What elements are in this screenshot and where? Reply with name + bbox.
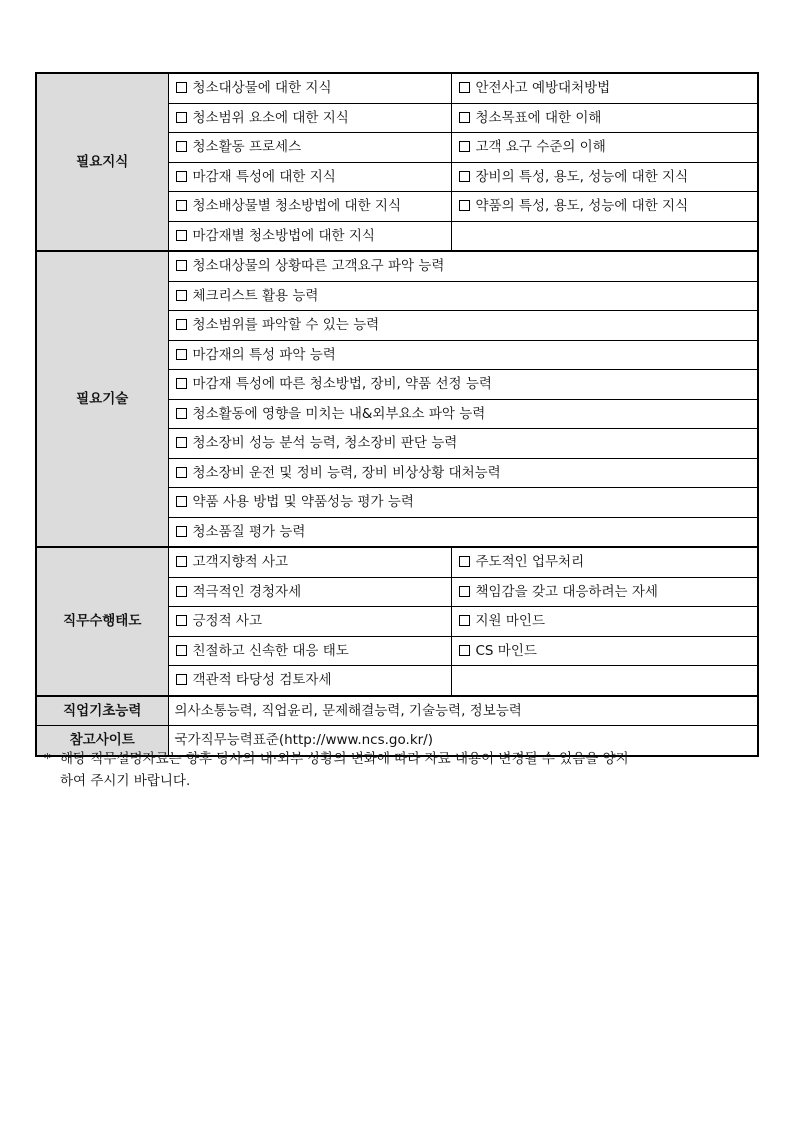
checkbox-icon xyxy=(459,615,470,626)
skills-header: 필요기술 xyxy=(36,251,168,547)
checkbox-icon xyxy=(176,200,187,211)
checkbox-icon xyxy=(176,437,187,448)
footnote-line-1: 해당 직무설명자료는 향후 당사의 내·외부 상황의 변화에 따라 자료 내용이 변경될 수 있음을 양지 xyxy=(60,751,629,767)
checkbox-icon xyxy=(459,171,470,182)
checkbox-icon xyxy=(176,467,187,478)
basic-ability-header: 직업기초능력 xyxy=(36,696,168,726)
checkbox-item: 마감재 특성에 따른 청소방법, 장비, 약품 선정 능력 xyxy=(168,370,758,400)
footnote-line-2: 하여 주시기 바랍니다. xyxy=(60,773,191,789)
checkbox-icon xyxy=(176,112,187,123)
checkbox-item: 청소배상물별 청소방법에 대한 지식 xyxy=(168,192,451,222)
checkbox-icon xyxy=(459,112,470,123)
checkbox-icon xyxy=(459,141,470,152)
checkbox-item: 약품 사용 방법 및 약품성능 평가 능력 xyxy=(168,488,758,518)
checkbox-item: 고객지향적 사고 xyxy=(168,547,451,577)
checkbox-item: 청소활동 프로세스 xyxy=(168,133,451,163)
checkbox-icon xyxy=(459,200,470,211)
checkbox-item: 청소장비 운전 및 정비 능력, 장비 비상상황 대처능력 xyxy=(168,458,758,488)
attitude-header: 직무수행태도 xyxy=(36,547,168,696)
checkbox-item: 고객 요구 수준의 이해 xyxy=(451,133,758,163)
checkbox-item: 마감재 특성에 대한 지식 xyxy=(168,162,451,192)
footnote-mark: * xyxy=(44,751,51,767)
checkbox-item: 마감재의 특성 파악 능력 xyxy=(168,340,758,370)
empty-cell xyxy=(451,666,758,696)
checkbox-icon xyxy=(176,615,187,626)
checkbox-icon xyxy=(176,586,187,597)
checkbox-icon xyxy=(459,556,470,567)
reference-value: 국가직무능력표준(http://www.ncs.go.kr/) xyxy=(168,726,758,756)
checkbox-item: 청소장비 성능 분석 능력, 청소장비 판단 능력 xyxy=(168,429,758,459)
checkbox-icon xyxy=(176,526,187,537)
checkbox-item: 체크리스트 활용 능력 xyxy=(168,281,758,311)
checkbox-icon xyxy=(459,586,470,597)
knowledge-row xyxy=(36,73,758,103)
reference-header: 참고사이트 xyxy=(36,726,168,756)
attitude-row xyxy=(36,547,758,577)
checkbox-item: 긍정적 사고 xyxy=(168,607,451,637)
checkbox-icon xyxy=(176,171,187,182)
checkbox-item: 적극적인 경청자세 xyxy=(168,577,451,607)
checkbox-icon xyxy=(176,141,187,152)
checkbox-icon xyxy=(176,319,187,330)
checkbox-item: 친절하고 신속한 대응 태도 xyxy=(168,636,451,666)
checkbox-item: 책임감을 갖고 대응하려는 자세 xyxy=(451,577,758,607)
checkbox-icon xyxy=(176,349,187,360)
checkbox-icon xyxy=(176,408,187,419)
checkbox-item: 객관적 타당성 검토자세 xyxy=(168,666,451,696)
checkbox-item: 장비의 특성, 용도, 성능에 대한 지식 xyxy=(451,162,758,192)
checkbox-item: 청소대상물에 대한 지식 xyxy=(168,73,451,103)
checkbox-icon xyxy=(176,378,187,389)
checkbox-icon xyxy=(176,645,187,656)
checkbox-item: 지원 마인드 xyxy=(451,607,758,637)
checkbox-item: 약품의 특성, 용도, 성능에 대한 지식 xyxy=(451,192,758,222)
checkbox-item: 청소대상물의 상황따른 고객요구 파악 능력 xyxy=(168,251,758,281)
basic-ability-row xyxy=(36,696,758,726)
checkbox-icon xyxy=(176,82,187,93)
basic-ability-value: 의사소통능력, 직업윤리, 문제해결능력, 기술능력, 정보능력 xyxy=(168,696,758,726)
checkbox-item: 청소품질 평가 능력 xyxy=(168,517,758,547)
checkbox-item: 청소범위 요소에 대한 지식 xyxy=(168,103,451,133)
checkbox-item: CS 마인드 xyxy=(451,636,758,666)
checkbox-icon xyxy=(176,290,187,301)
checkbox-icon xyxy=(176,556,187,567)
checkbox-item: 주도적인 업무처리 xyxy=(451,547,758,577)
job-spec-table xyxy=(35,72,759,757)
checkbox-icon xyxy=(176,260,187,271)
checkbox-item: 청소활동에 영향을 미치는 내&외부요소 파악 능력 xyxy=(168,399,758,429)
checkbox-item: 청소목표에 대한 이해 xyxy=(451,103,758,133)
checkbox-item: 안전사고 예방대처방법 xyxy=(451,73,758,103)
footnote xyxy=(44,748,744,792)
checkbox-icon xyxy=(459,645,470,656)
checkbox-icon xyxy=(176,230,187,241)
skills-row xyxy=(36,251,758,281)
checkbox-icon xyxy=(176,496,187,507)
knowledge-header: 필요지식 xyxy=(36,73,168,251)
empty-cell xyxy=(451,221,758,251)
checkbox-icon xyxy=(176,674,187,685)
checkbox-icon xyxy=(459,82,470,93)
checkbox-item: 청소범위를 파악할 수 있는 능력 xyxy=(168,311,758,341)
checkbox-item: 마감재별 청소방법에 대한 지식 xyxy=(168,221,451,251)
